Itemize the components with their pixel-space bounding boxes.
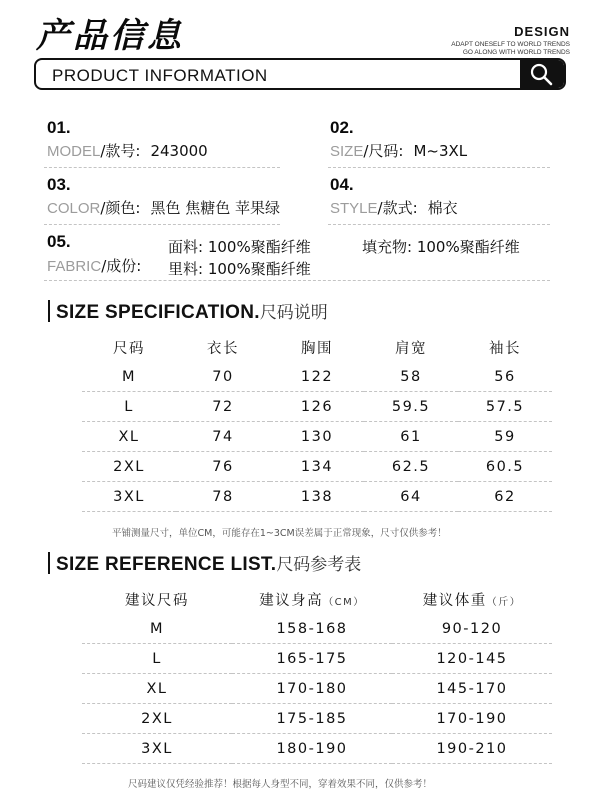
table-cell: 158-168 bbox=[232, 614, 392, 644]
size-label-en: SIZE bbox=[330, 143, 364, 160]
section-marker bbox=[48, 552, 50, 574]
height-header-label: 建议身高 bbox=[259, 593, 324, 609]
fabric-label bbox=[47, 255, 141, 276]
model-label-en: MODEL bbox=[47, 143, 101, 160]
table-cell: 59.5 bbox=[364, 392, 458, 422]
table-cell: 130 bbox=[270, 422, 364, 452]
table-cell: 62.5 bbox=[364, 452, 458, 482]
model-number: 01. bbox=[47, 118, 71, 137]
model-value: 243000 bbox=[150, 142, 208, 160]
fabric-filling: 填充物: 100%聚酯纤维 bbox=[362, 238, 520, 256]
column-header: 尺码 bbox=[113, 341, 145, 357]
height-header-unit: （CM） bbox=[323, 597, 365, 608]
table-cell: 3XL bbox=[82, 482, 176, 512]
table-row bbox=[82, 734, 552, 764]
column-header bbox=[392, 585, 552, 614]
fabric-label-en: FABRIC bbox=[47, 258, 102, 275]
table-cell: XL bbox=[82, 422, 176, 452]
table-cell: L bbox=[82, 392, 176, 422]
page-title: 产品信息 bbox=[36, 16, 184, 56]
column-header: 肩宽 bbox=[395, 341, 427, 357]
table-cell: 165-175 bbox=[232, 644, 392, 674]
size-reference-table bbox=[82, 585, 552, 764]
style-value: 棉衣 bbox=[427, 199, 458, 217]
table-cell: XL bbox=[82, 674, 232, 704]
table-cell: 134 bbox=[270, 452, 364, 482]
color-value: 黑色 焦糖色 苹果绿 bbox=[150, 199, 280, 217]
fabric-lining: 里料: 100%聚酯纤维 bbox=[168, 260, 311, 278]
divider bbox=[44, 280, 550, 281]
table-cell: 58 bbox=[364, 362, 458, 392]
table-row bbox=[82, 704, 552, 734]
style-label-cn: /款式: bbox=[377, 199, 418, 217]
section-marker bbox=[48, 300, 50, 322]
search-icon bbox=[520, 60, 564, 88]
table-cell: 170-190 bbox=[392, 704, 552, 734]
table-cell: 2XL bbox=[82, 704, 232, 734]
size-number: 02. bbox=[330, 118, 354, 137]
column-header bbox=[232, 585, 392, 614]
weight-header-unit: （斤） bbox=[486, 597, 522, 608]
column-header: 袖长 bbox=[489, 341, 521, 357]
fabric-number: 05. bbox=[47, 232, 71, 251]
table-cell: 72 bbox=[176, 392, 270, 422]
color-field bbox=[47, 197, 280, 218]
color-label-cn: /颜色: bbox=[100, 199, 141, 217]
model-label-cn: /款号: bbox=[100, 142, 141, 160]
table-cell: 74 bbox=[176, 422, 270, 452]
table-cell: 2XL bbox=[82, 452, 176, 482]
design-word: DESIGN bbox=[514, 24, 570, 39]
table-cell: 64 bbox=[364, 482, 458, 512]
spec-note: 平铺测量尺寸，单位CM，可能存在1~3CM误差属于正常现象，尺寸仅供参考！ bbox=[112, 528, 447, 539]
table-cell: M bbox=[82, 614, 232, 644]
design-tagline-2: GO ALONG WITH WORLD TRENDS bbox=[462, 49, 570, 56]
reference-note: 尺码建议仅凭经验推荐！根据每人身型不同，穿着效果不同，仅供参考！ bbox=[128, 779, 433, 790]
reference-title-en: SIZE REFERENCE LIST. bbox=[56, 554, 277, 575]
table-cell: 60.5 bbox=[458, 452, 552, 482]
divider bbox=[44, 224, 280, 225]
product-info-label: PRODUCT INFORMATION bbox=[52, 66, 268, 85]
table-row bbox=[82, 614, 552, 644]
search-button[interactable] bbox=[520, 60, 564, 88]
model-field bbox=[47, 140, 208, 161]
table-cell: 78 bbox=[176, 482, 270, 512]
size-value: M~3XL bbox=[413, 142, 468, 160]
divider bbox=[328, 224, 550, 225]
product-info-bar bbox=[34, 58, 566, 90]
style-number: 04. bbox=[330, 175, 354, 194]
fabric-label-cn: /成份: bbox=[101, 257, 142, 275]
table-cell: 122 bbox=[270, 362, 364, 392]
table-row bbox=[82, 482, 552, 512]
design-tagline-1: ADAPT ONESELF TO WORLD TRENDS bbox=[451, 41, 570, 48]
reference-title-cn: 尺码参考表 bbox=[276, 555, 362, 575]
table-row bbox=[82, 644, 552, 674]
size-spec-table bbox=[82, 333, 552, 512]
divider bbox=[328, 167, 550, 168]
spec-title-cn: 尺码说明 bbox=[259, 303, 328, 323]
column-header: 建议尺码 bbox=[125, 593, 189, 609]
table-cell: 3XL bbox=[82, 734, 232, 764]
table-cell: 120-145 bbox=[392, 644, 552, 674]
table-row bbox=[82, 362, 552, 392]
size-field bbox=[330, 140, 467, 161]
fabric-shell: 面料: 100%聚酯纤维 bbox=[168, 238, 311, 256]
table-cell: L bbox=[82, 644, 232, 674]
divider bbox=[44, 167, 280, 168]
table-cell: 145-170 bbox=[392, 674, 552, 704]
table-cell: 90-120 bbox=[392, 614, 552, 644]
table-cell: 190-210 bbox=[392, 734, 552, 764]
table-cell: 70 bbox=[176, 362, 270, 392]
table-cell: 56 bbox=[458, 362, 552, 392]
color-label-en: COLOR bbox=[47, 200, 101, 217]
style-field bbox=[330, 197, 458, 218]
style-label-en: STYLE bbox=[330, 200, 378, 217]
table-header-row bbox=[82, 333, 552, 362]
table-header-row bbox=[82, 585, 552, 614]
column-header: 衣长 bbox=[207, 341, 239, 357]
table-cell: 76 bbox=[176, 452, 270, 482]
weight-header-label: 建议体重 bbox=[422, 593, 487, 609]
reference-section-title bbox=[56, 550, 361, 576]
table-cell: 138 bbox=[270, 482, 364, 512]
table-row bbox=[82, 422, 552, 452]
spec-title-en: SIZE SPECIFICATION. bbox=[56, 302, 260, 323]
table-row bbox=[82, 392, 552, 422]
table-cell: 59 bbox=[458, 422, 552, 452]
table-cell: M bbox=[82, 362, 176, 392]
spec-section-title bbox=[56, 298, 328, 324]
table-row bbox=[82, 674, 552, 704]
table-cell: 57.5 bbox=[458, 392, 552, 422]
table-cell: 62 bbox=[458, 482, 552, 512]
column-header: 胸围 bbox=[301, 341, 333, 357]
table-cell: 175-185 bbox=[232, 704, 392, 734]
color-number: 03. bbox=[47, 175, 71, 194]
table-cell: 61 bbox=[364, 422, 458, 452]
table-cell: 126 bbox=[270, 392, 364, 422]
table-cell: 180-190 bbox=[232, 734, 392, 764]
table-row bbox=[82, 452, 552, 482]
size-label-cn: /尺码: bbox=[363, 142, 404, 160]
table-cell: 170-180 bbox=[232, 674, 392, 704]
